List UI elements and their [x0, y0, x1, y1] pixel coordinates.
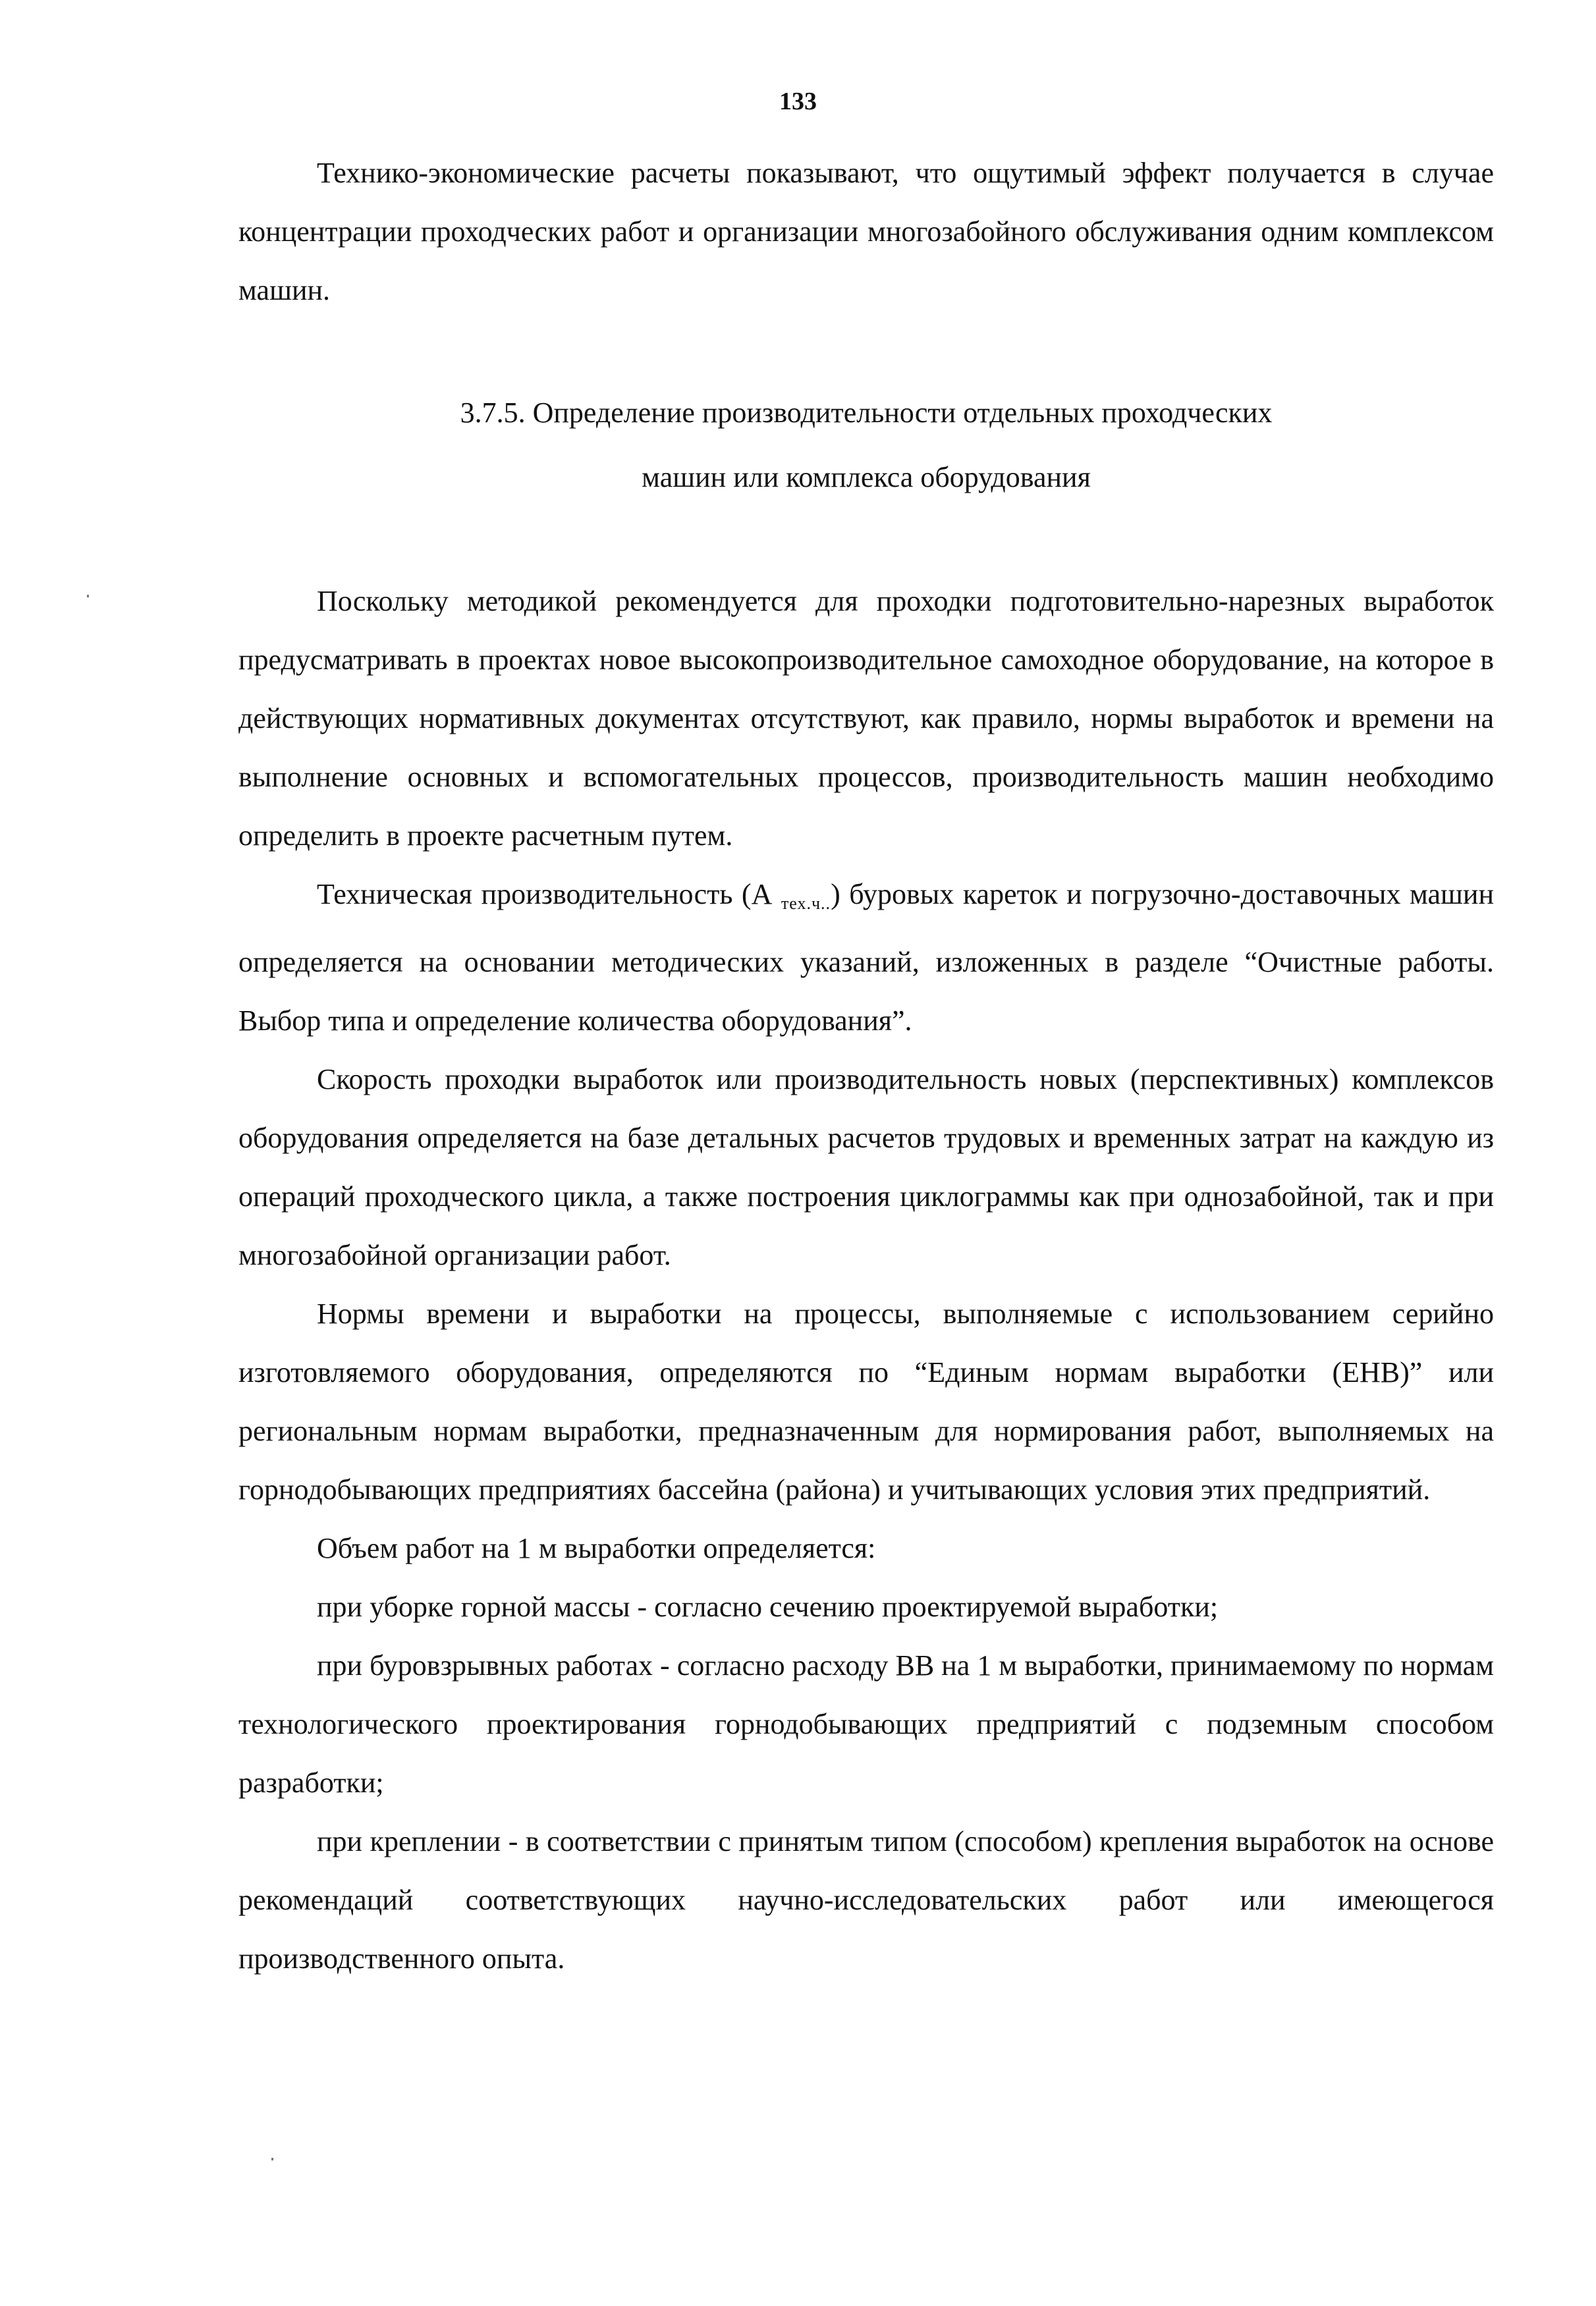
paragraph-methodology: Поскольку методикой рекомендуется для проходки подготовительно-нарезных выработок предусматривать в проектах новое высокопроизводительное самоходное оборудование, на которое в действующих нормативных документах отсутствуют, как правило, нормы выработок и времени на выполнение основных и вспомогательных процессов, производительность машин необходимо определить в проекте расчетным путем. [238, 585, 1494, 852]
document-body [238, 144, 1494, 1988]
section-heading-line-2: машин или комплекса оборудования [642, 461, 1091, 493]
paragraph-technical-productivity [238, 865, 1494, 1050]
paragraph-tunneling-speed: Скорость проходки выработок или производительность новых (перспективных) комплексов оборудования определяется на базе детальных расчетов трудовых и временных затрат на каждую из операций проходческого цикла, а также построения циклограммы как при однозабойной, так и при многозабойной организации работ. [238, 1063, 1494, 1271]
technical-productivity-text-start: Техническая производительность (А [317, 878, 773, 910]
productivity-subscript: тех.ч.. [781, 894, 831, 913]
paragraph-rock-removal: при уборке горной массы - согласно сечению проектируемой выработки; [317, 1591, 1219, 1623]
paragraph-time-norms: Нормы времени и выработки на процессы, выполняемые с использованием серийно изготовляемого оборудования, определяются по “Единым нормам выработки (ЕНВ)” или региональным нормам выработки, предназначенным для нормирования работ, выполняемых на горнодобывающих предприятиях бассейна (района) и учитывающих условия этих предприятий. [238, 1298, 1494, 1506]
technical-productivity-text-end: ) буровых кареток и погрузочно-доставочных машин определяется на основании методических указаний, изложенных в разделе “Очистные работы. Выбор типа и определение количества оборудования”. [238, 878, 1495, 1037]
paragraph-drilling-blasting: при буровзрывных работах - согласно расходу ВВ на 1 м выработки, принимаемому по нормам технологического проектирования горнодобывающих предприятий с подземным способом разработки; [238, 1649, 1494, 1799]
paragraph-work-volume: Объем работ на 1 м выработки определяется: [317, 1532, 876, 1564]
scan-speck [87, 595, 89, 597]
page-number: 133 [779, 88, 817, 115]
paragraph-support: при креплении - в соответствии с принятым типом (способом) крепления выработок на основе рекомендаций соответствующих научно-исследовательских работ или имеющегося производственного опыта. [238, 1825, 1494, 1975]
scan-speck [271, 2158, 273, 2160]
section-heading-line-1: 3.7.5. Определение производительности отдельных проходческих [460, 397, 1273, 429]
paragraph-intro: Технико-экономические расчеты показывают, что ощутимый эффект получается в случае концентрации проходческих работ и организации многозабойного обслуживания одним комплексом машин. [238, 157, 1494, 306]
section-heading [238, 381, 1494, 510]
